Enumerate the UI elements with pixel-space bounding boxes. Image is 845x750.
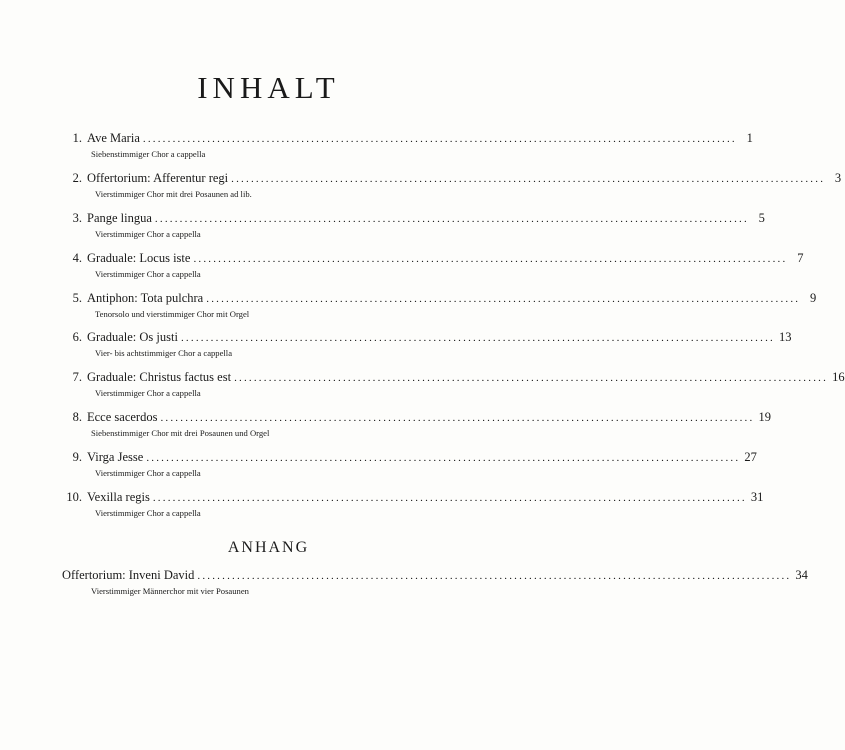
toc-line xyxy=(62,129,753,147)
dot-leader: ........................................................................................................................ xyxy=(180,332,775,345)
entry-page: 7 xyxy=(797,250,804,265)
toc-entry-5 xyxy=(62,289,817,329)
entry-number: 8. xyxy=(72,410,82,425)
entry-title: Pange lingua xyxy=(87,210,152,225)
entry-scoring: Tenorsolo und vierstimmiger Chor mit Orgel xyxy=(95,308,250,319)
toc-line xyxy=(62,566,808,584)
entry-scoring: Vierstimmiger Chor a cappella xyxy=(95,468,201,479)
entry-page: 1 xyxy=(746,131,753,145)
entry-title: Virga Jesse xyxy=(87,450,144,465)
entry-page: 5 xyxy=(758,210,765,225)
entry-scoring: Vierstimmiger Chor mit drei Posaunen ad lib. xyxy=(95,188,252,199)
dot-leader: ........................................................................................................................ xyxy=(231,172,826,185)
dot-leader: ........................................................................................................................ xyxy=(206,292,801,305)
toc-entry-3 xyxy=(62,209,765,249)
entry-scoring: Vierstimmiger Chor a cappella xyxy=(95,388,201,399)
toc-entry-9 xyxy=(62,448,757,488)
entry-number: 1. xyxy=(72,131,82,145)
toc-line xyxy=(62,249,804,267)
page-title: INHALT xyxy=(197,70,340,105)
entry-title: Offertorium: Inveni David xyxy=(62,568,195,582)
toc-entry-7 xyxy=(62,368,845,408)
table-of-contents xyxy=(62,129,845,528)
toc-line xyxy=(62,448,757,466)
entry-scoring: Vierstimmiger Chor a cappella xyxy=(95,268,201,279)
entry-scoring: Vier- bis achtstimmiger Chor a cappella xyxy=(95,348,233,359)
entry-title: Antiphon: Tota pulchra xyxy=(87,290,204,305)
dot-leader: ........................................................................................................................ xyxy=(154,212,749,225)
entry-title: Graduale: Locus iste xyxy=(87,250,191,265)
appendix-section xyxy=(62,566,808,606)
entry-number: 10. xyxy=(66,490,82,505)
entry-page: 31 xyxy=(750,490,764,505)
toc-entry-10 xyxy=(62,488,764,528)
toc-entry-6 xyxy=(62,328,792,368)
entry-title: Graduale: Christus factus est xyxy=(87,370,232,385)
entry-scoring: Vierstimmiger Chor a cappella xyxy=(95,228,201,239)
entry-title: Ave Maria xyxy=(87,131,140,145)
entry-page: 19 xyxy=(758,410,771,425)
dot-leader: ........................................................................................................................ xyxy=(234,372,829,385)
entry-title: Ecce sacerdos xyxy=(87,410,158,425)
toc-entry-1 xyxy=(62,129,753,169)
dot-leader: ........................................................................................................................ xyxy=(160,412,755,425)
entry-number: 7. xyxy=(72,370,82,385)
toc-line xyxy=(62,488,764,506)
dot-leader: ........................................................................................................................ xyxy=(197,570,792,582)
entry-scoring: Siebenstimmiger Chor mit drei Posaunen und Orgel xyxy=(91,428,270,439)
entry-scoring: Vierstimmiger Männerchor mit vier Posaunen xyxy=(91,586,249,596)
dot-leader: ........................................................................................................................ xyxy=(142,133,737,145)
toc-line xyxy=(62,328,792,346)
appendix-entry xyxy=(62,566,808,606)
entry-number: 2. xyxy=(72,170,82,185)
appendix-heading: ANHANG xyxy=(227,539,310,556)
dot-leader: ........................................................................................................................ xyxy=(152,492,747,505)
entry-scoring: Vierstimmiger Chor a cappella xyxy=(95,508,201,519)
entry-number: 3. xyxy=(72,210,82,225)
entry-number: 5. xyxy=(72,290,82,305)
toc-line xyxy=(62,408,771,426)
toc-entry-4 xyxy=(62,249,804,289)
entry-title: Graduale: Os justi xyxy=(87,330,178,345)
entry-title: Offertorium: Afferentur regi xyxy=(87,170,229,185)
toc-line xyxy=(62,209,765,227)
entry-number: 9. xyxy=(72,450,82,465)
entry-number: 6. xyxy=(72,330,82,345)
dot-leader: ........................................................................................................................ xyxy=(193,252,788,265)
entry-page: 9 xyxy=(810,290,817,305)
toc-line xyxy=(62,169,842,187)
toc-entry-2 xyxy=(62,169,842,209)
entry-page: 3 xyxy=(834,170,842,185)
toc-line xyxy=(62,368,845,386)
entry-page: 13 xyxy=(778,330,792,345)
entry-page: 16 xyxy=(832,370,845,385)
toc-entry-8 xyxy=(62,408,771,448)
entry-page: 34 xyxy=(795,568,808,582)
entry-page: 27 xyxy=(744,450,757,465)
entry-scoring: Siebenstimmiger Chor a cappella xyxy=(91,149,206,159)
entry-title: Vexilla regis xyxy=(87,490,150,505)
dot-leader: ........................................................................................................................ xyxy=(146,452,741,465)
toc-line xyxy=(62,289,817,307)
entry-number: 4. xyxy=(72,250,82,265)
